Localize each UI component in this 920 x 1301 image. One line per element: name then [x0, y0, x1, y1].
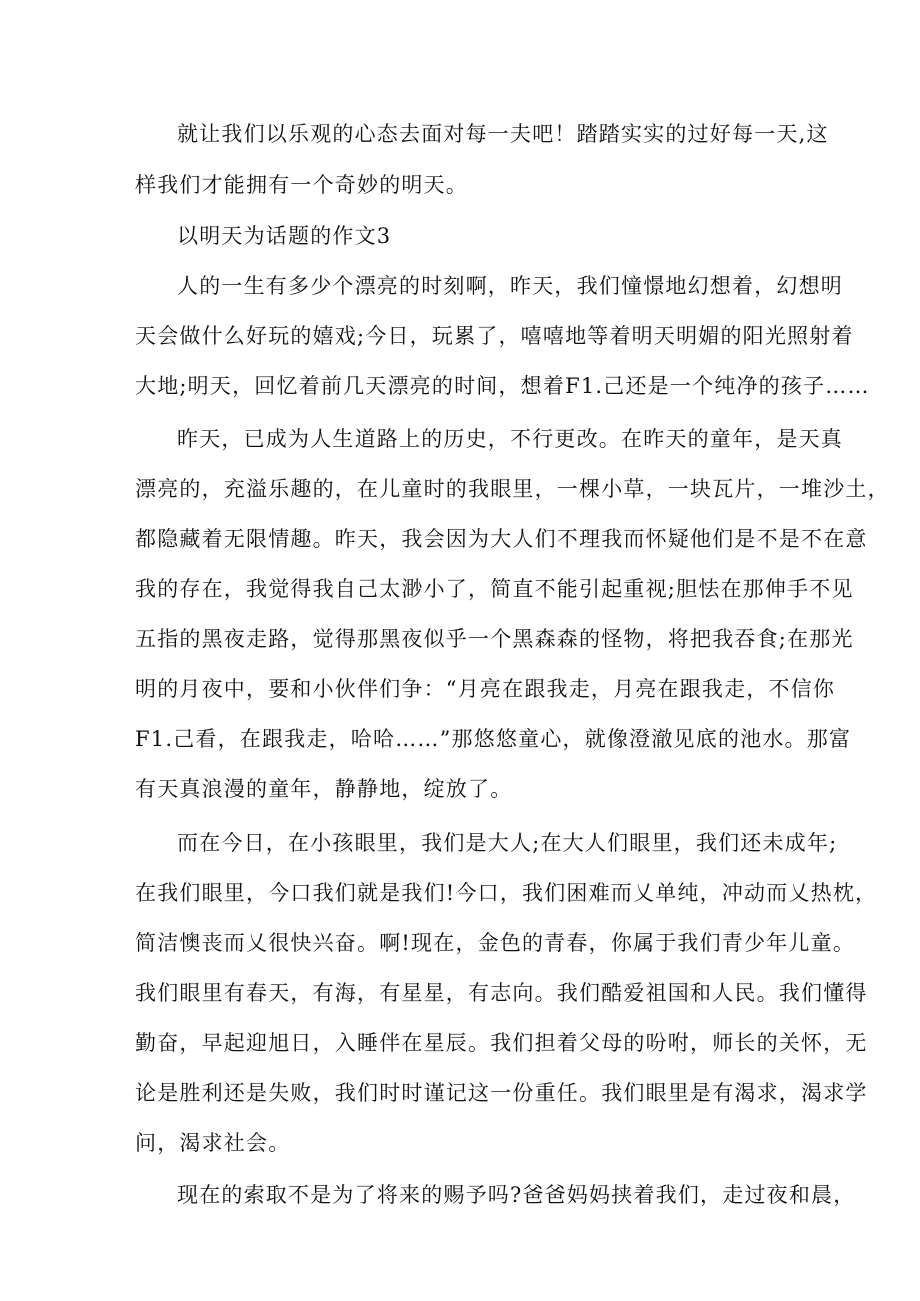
paragraph-3-line-3: 都隐藏着无限情趣。昨天，我会因为大人们不理我而怀疑他们是不是不在意	[135, 527, 868, 551]
paragraph-3-line-7: F1.己看，在跟我走，哈哈……”那悠悠童心，就像澄澈见底的池水。那富	[135, 727, 852, 751]
paragraph-2-line-1: 人的一生有多少个漂亮的时刻啊，昨天，我们憧憬地幻想着，幻想明	[177, 274, 843, 298]
paragraph-4-line-6: 论是胜利还是失败，我们时时谨记这一份重任。我们眼里是有渴求，渴求学	[135, 1081, 868, 1105]
paragraph-4-line-4: 我们眼里有春天，有海，有星星，有志向。我们酷爱祖国和人民。我们懂得	[135, 981, 868, 1005]
paragraph-4-line-1: 而在今日，在小孩眼里，我们是大人;在大人们眼里，我们还未成年;	[177, 831, 838, 855]
paragraph-3-line-8: 有天真浪漫的童年，静静地，绽放了。	[135, 777, 513, 801]
paragraph-2-line-2: 天会做什么好玩的嬉戏;今日，玩累了，嘻嘻地等着明天明媚的阳光照射着	[135, 324, 854, 348]
paragraph-1-line-1: 就让我们以乐观的心态去面对每一夫吧！踏踏实实的过好每一天,这	[177, 122, 829, 146]
paragraph-4-line-7: 问，渴求社会。	[135, 1131, 291, 1155]
paragraph-4-line-3: 简洁懊丧而乂很快兴奋。啊!现在，金色的青春，你属于我们青少年儿童。	[135, 931, 856, 955]
paragraph-1-line-2: 样我们才能拥有一个奇妙的明天。	[135, 173, 468, 197]
section-heading: 以明天为话题的作文3	[177, 224, 392, 248]
paragraph-3-line-2: 漂亮的，充溢乐趣的，在儿童时的我眼里，一棵小草，一块瓦片，一堆沙土，	[135, 477, 890, 501]
paragraph-2-line-3: 大地;明天，回忆着前几天漂亮的时间，想着F1.己还是一个纯净的孩子……	[135, 374, 870, 398]
paragraph-4-line-5: 勤奋，早起迎旭日，入睡伴在星辰。我们担着父母的吩咐，师长的关怀，无	[135, 1031, 868, 1055]
paragraph-3-line-1: 昨天，已成为人生道路上的历史，不行更改。在昨天的童年，是天真	[177, 427, 843, 451]
paragraph-4-line-2: 在我们眼里，今口我们就是我们!今口，我们困难而乂单纯，冲动而乂热枕，	[135, 881, 878, 905]
paragraph-5-line-1: 现在的索取不是为了将来的赐予吗?爸爸妈妈挟着我们，走过夜和晨，	[177, 1183, 856, 1207]
paragraph-3-line-6: 明的月夜中，要和小伙伴们争：“月亮在跟我走，月亮在跟我走，不信你	[135, 677, 836, 701]
paragraph-3-line-5: 五指的黑夜走路，觉得那黑夜似乎一个黑森森的怪物，将把我吞食;在那光	[135, 627, 854, 651]
paragraph-3-line-4: 我的存在，我觉得我自己太渺小了，简直不能引起重视;胆怯在那伸手不见	[135, 577, 854, 601]
